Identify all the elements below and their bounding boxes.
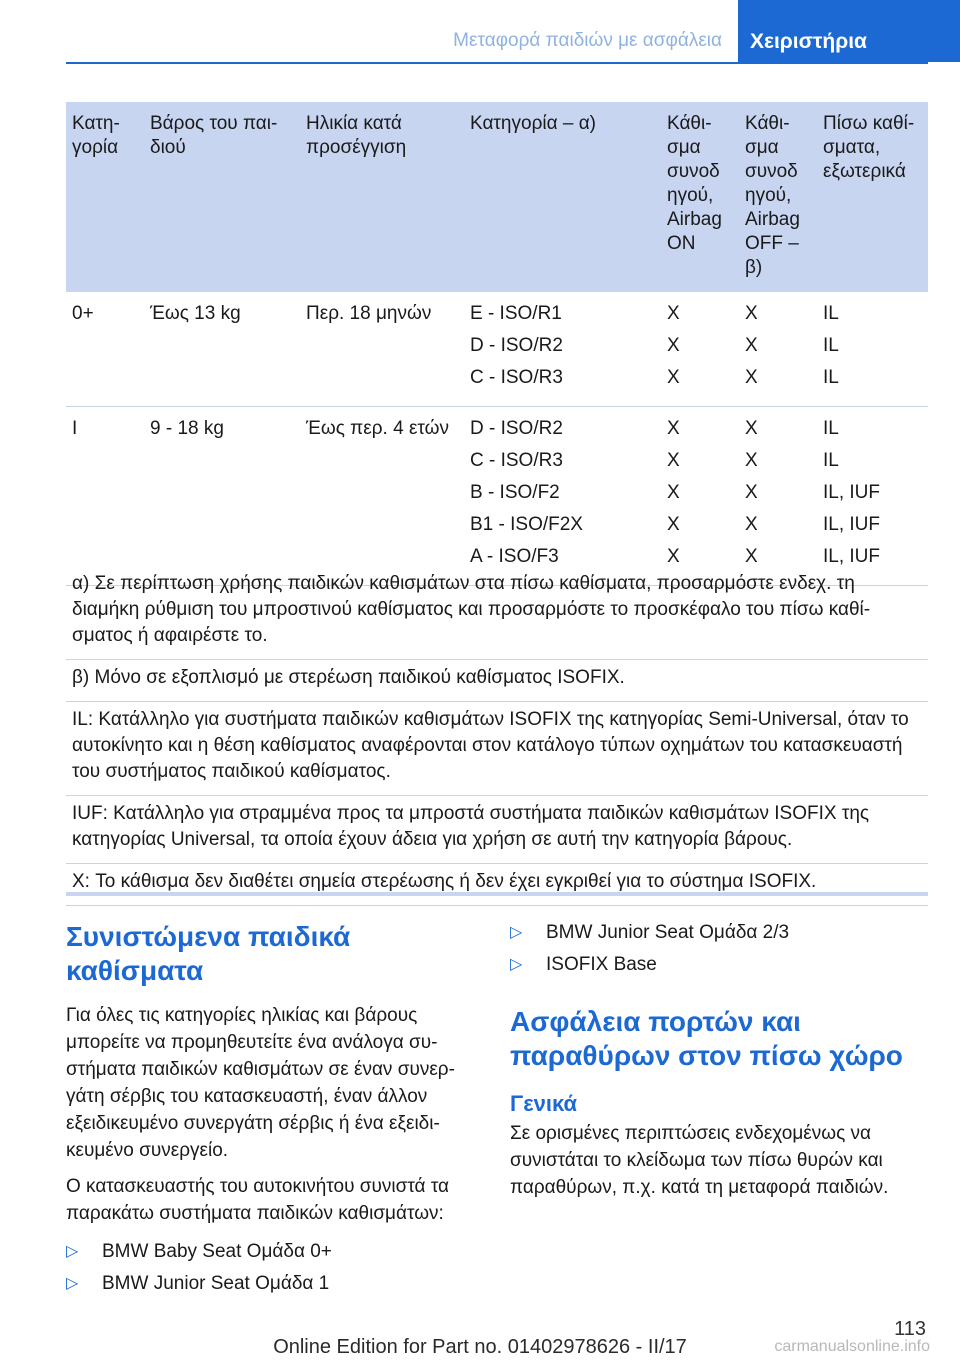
- airbag-off-value: X: [745, 482, 758, 503]
- note-alpha: α) Σε περίπτωση χρήσης παιδικών καθισμάτων στα πίσω καθίσματα, προσαρμόστε ενδεχ. τη διαμήκη ρύθμιση του μπροστινού καθίσματος και προσαρμόστε το προσκέφαλο του πίσω καθίσματος ή αφαιρέστε το.: [66, 566, 928, 660]
- col-header-airbag-on: Κάθισμα συνοδ ηγού, Airbag ON: [661, 102, 739, 292]
- note-beta: β) Μόνο σε εξοπλισμό με στερέωση παιδικού καθίσματος ISOFIX.: [66, 660, 928, 702]
- type-value: E - ISO/R1: [470, 303, 562, 324]
- rear-value: IL: [823, 303, 839, 324]
- airbag-on-value: X: [667, 335, 680, 356]
- bullet-triangle-icon: ▷: [510, 924, 523, 941]
- bullet-text: BMW Baby Seat Ομάδα 0+: [102, 1241, 332, 1262]
- list-item: [510, 919, 928, 946]
- bullet-text: BMW Junior Seat Ομάδα 1: [102, 1273, 330, 1294]
- cell-rear: [817, 292, 928, 407]
- type-value: C - ISO/R3: [470, 450, 563, 471]
- bullet-text: BMW Junior Seat Ομάδα 2/3: [546, 922, 790, 943]
- rear-value: IL, IUF: [823, 514, 881, 535]
- left-column: [66, 920, 478, 1297]
- recommended-seats-heading: Συνιστώμενα παιδικά καθίσματα: [66, 921, 351, 986]
- bullet-triangle-icon: ▷: [510, 956, 523, 973]
- cell-category: I: [66, 407, 144, 586]
- airbag-off-value: X: [745, 303, 758, 324]
- airbag-on-value: X: [667, 546, 680, 567]
- type-value: A - ISO/F3: [470, 546, 559, 567]
- type-value: D - ISO/R2: [470, 418, 563, 439]
- edition-footer: Online Edition for Part no. 01402978626 - II/17: [273, 1336, 687, 1358]
- cell-age: Περ. 18 μηνών: [300, 292, 464, 407]
- list-item: [510, 951, 928, 978]
- rear-value: IL: [823, 335, 839, 356]
- cell-age: Έως περ. 4 ετών: [300, 407, 464, 586]
- table-row: [66, 292, 928, 407]
- page-number: 113: [894, 1318, 926, 1340]
- airbag-off-value: X: [745, 514, 758, 535]
- cell-airbag-off: [739, 407, 817, 586]
- note-x: X: Το κάθισμα δεν διαθέτει σημεία στερέωσης ή δεν έχει εγκριθεί για το σύστημα ISOFIX.: [66, 864, 928, 906]
- col-header-age: Ηλικία κατά προσέγγιση: [300, 102, 464, 292]
- header-divider: [66, 62, 928, 64]
- airbag-on-value: X: [667, 450, 680, 471]
- bullet-triangle-icon: ▷: [66, 1243, 79, 1260]
- table-bottom-rule: [66, 892, 928, 896]
- cell-types: [464, 292, 661, 407]
- rear-value: IL, IUF: [823, 482, 881, 503]
- rear-value: IL: [823, 450, 839, 471]
- col-header-category: Κατηγορία: [66, 102, 144, 292]
- airbag-on-value: X: [667, 514, 680, 535]
- section-title[interactable]: Χειριστήρια: [750, 30, 867, 53]
- col-header-weight: Βάρος του παιδιού: [144, 102, 300, 292]
- cell-airbag-on: [661, 407, 739, 586]
- cell-types: [464, 407, 661, 586]
- type-value: B1 - ISO/F2X: [470, 514, 583, 535]
- col-header-rear: Πίσω καθίσματα, εξωτερικά: [817, 102, 928, 292]
- airbag-on-value: X: [667, 303, 680, 324]
- col-header-type: Κατηγορία – α): [464, 102, 661, 292]
- cell-airbag-off: [739, 292, 817, 407]
- airbag-on-value: X: [667, 482, 680, 503]
- table-header-row: [66, 102, 928, 292]
- list-item: [66, 1238, 478, 1265]
- cell-weight: Έως 13 kg: [144, 292, 300, 407]
- general-paragraph: Σε ορισμένες περιπτώσεις ενδεχομένως να συνιστάται το κλείδωμα των πίσω θυρών και παραθύρων, π.χ. κατά τη μεταφορά παιδιών.: [510, 1123, 889, 1198]
- rear-value: IL: [823, 418, 839, 439]
- manufacturer-recommendation: Ο κατασκευαστής του αυτοκινήτου συνιστά τα παρακάτω συστήματα παιδικών καθισμάτων:: [66, 1176, 450, 1224]
- type-value: C - ISO/R3: [470, 367, 563, 388]
- airbag-on-value: X: [667, 367, 680, 388]
- type-value: B - ISO/F2: [470, 482, 560, 503]
- rear-value: IL: [823, 367, 839, 388]
- airbag-off-value: X: [745, 546, 758, 567]
- recommended-seats-paragraph: Για όλες τις κατηγορίες ηλικίας και βάρους μπορείτε να προμηθευτείτε ένα ανάλογα συστήματα παιδικών καθισμάτων σε έναν συνεργάτη σέρβις του κατασκευαστή, έναν άλλον εξειδικευμένο συνεργάτη σέρβις ή ένα εξειδικευμένο συνεργείο.: [66, 1005, 455, 1161]
- right-column: [510, 919, 928, 1201]
- airbag-off-value: X: [745, 367, 758, 388]
- note-iuf: IUF: Κατάλληλο για στραμμένα προς τα μπροστά συστήματα παιδικών καθισμάτων ISOFIX της κατηγορίας Universal, τα οποία έχουν άδεια για χρήση σε αυτή την κατηγορία βάρους.: [66, 796, 928, 864]
- breadcrumb[interactable]: Μεταφορά παιδιών με ασφάλεια: [453, 30, 722, 51]
- table-row: [66, 407, 928, 586]
- bullet-text: ISOFIX Base: [546, 954, 657, 975]
- cell-weight: 9 - 18 kg: [144, 407, 300, 586]
- note-il: IL: Κατάλληλο για συστήματα παιδικών καθισμάτων ISOFIX της κατηγορίας Semi-Universal, όταν το αυτοκίνητο και η θέση καθίσματος αναφέρονται στον κατάλογο τύπων οχημάτων του κατασκευαστή του συστήματος παιδικού καθίσματος.: [66, 702, 928, 796]
- general-subheading: Γενικά: [510, 1091, 578, 1116]
- cell-airbag-on: [661, 292, 739, 407]
- airbag-on-value: X: [667, 418, 680, 439]
- airbag-off-value: X: [745, 418, 758, 439]
- type-value: D - ISO/R2: [470, 335, 563, 356]
- airbag-off-value: X: [745, 335, 758, 356]
- table-notes: [66, 566, 928, 906]
- cell-category: 0+: [66, 292, 144, 407]
- airbag-off-value: X: [745, 450, 758, 471]
- list-item: [66, 1270, 478, 1297]
- child-seat-table: [66, 102, 928, 586]
- bullet-triangle-icon: ▷: [66, 1275, 79, 1292]
- door-window-safety-heading: Ασφάλεια πορτών και παραθύρων στον πίσω χώρο: [510, 1006, 903, 1071]
- watermark: carmanualsonline.info: [774, 1338, 930, 1355]
- rear-value: IL, IUF: [823, 546, 881, 567]
- cell-rear: [817, 407, 928, 586]
- col-header-airbag-off: Κάθισμα συνοδ ηγού, Airbag OFF – β): [739, 102, 817, 292]
